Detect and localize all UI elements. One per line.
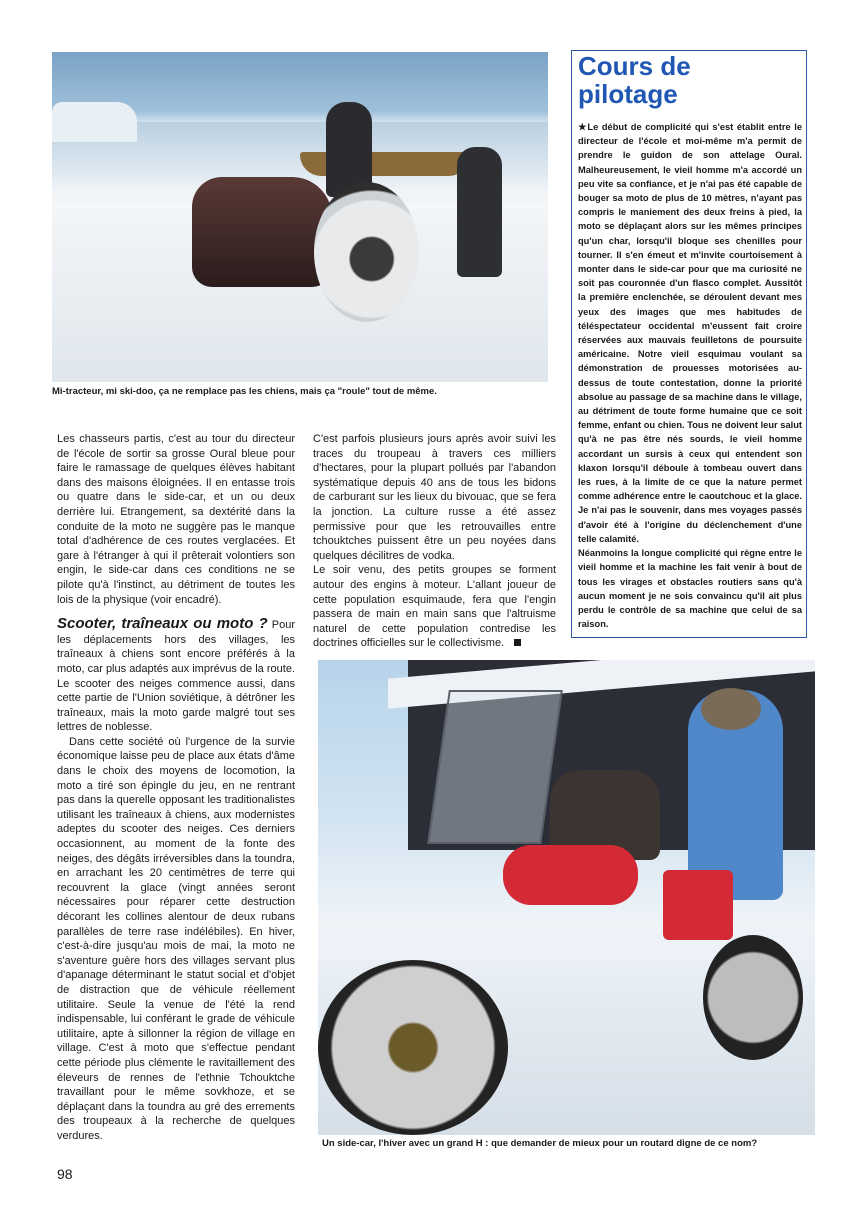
photo-tractor-wheel	[314, 182, 419, 322]
sidebar-paragraph-1	[578, 120, 802, 546]
mid-paragraph-1: C'est parfois plusieurs jours après avoir suivi les traces du troupeau à travers ces milliers d'hectares, pour la plupart pollués par l'abandon systématique depuis 40 ans de tous les bidons de carburant sur les lieux du bivouac, que se fera la jonction. La culture russe a été assez permissive pour que les retrouvailles entre tchouktches puissent être un peu noyées dans quelques décilitres de vodka.	[313, 433, 556, 562]
photo-front-wheel	[318, 960, 508, 1135]
sidebar-body	[578, 120, 802, 631]
left-paragraph-1: Les chasseurs partis, c'est au tour du directeur de l'école de sortir sa grosse Oural bleue pour faire le ramassage de quelques élèves habitant dans des maisons éloignées. Il en entasse trois ou quatre dans le side-car, et un ou deux derrière lui. Etrangement, sa dextérité dans la conduite de la moto ne suggère pas le manque total d'adhérence de ces routes verglacées. Et gare à l'étranger à qui il prêterait volontiers son engin, le side-car dans ces conditions ne se pilote qu'à l'instinct, au détriment de toutes les lois de la physique (voir encadré).	[57, 433, 295, 606]
photo-tractor-skidoo	[52, 52, 548, 382]
photo-sidecar-children	[318, 660, 815, 1135]
subheading: Scooter, traîneaux ou moto ?	[57, 615, 268, 633]
photo-red-side-panel	[663, 870, 733, 940]
sidebar-paragraph-1-text: Le début de complicité qui s'est établit entre le directeur de l'école et moi-même m'a permit de prendre le guidon de son attelage Oural. Malheureusement, le vieil homme m'a accordé un peu vite sa confiance, et je n'ai pas été capable de bouger sa moto de plus de 10 mètres, n'ayant pas compris le maniement des deux freins à pied, la moto se déplaçant alors sur les mêmes principes qu'un char, lorsqu'il bloque ses chenilles pour tourner. Il s'en émeut et m'invite courtoisement à monter dans le side-car pour que ma curiosité ne soit pas couronnée d'un flasco complet. Aussitôt la première enclenchée, se déroulent devant mes yeux des images que mes habitudes de téléspectateur occidental m'eussent fait croire réservées aux mauvais feuilletons de poursuite américaine. Notre vieil esquimau voulant sa démonstration de prouesses motorisées au-dessus de toute contestation, donne la priorité absolue au passage de sa machine dans le village, au détriment de toute forme humaine que ce soit femme, enfant ou chien. Tous ne doivent leur salut qu'à ne pas être nés sourds, le vieil homme accordant un sursis à ceux qui entendent son klaxon lorsqu'il déboule à tombeau ouvert dans les rues, à la limite de ce que la nature permet comme adhérence entre le caoutchouc et la glace. Je n'ai pas le souvenir, dans mes voyages passés d'avoir été à l'origine du déclenchement d'une telle calamité.	[578, 122, 802, 544]
page-number: 98	[57, 1166, 73, 1182]
mid-paragraph-2-text: Le soir venu, des petits groupes se forment autour des engins à moteur. L'allant joueur de cette population esquimaude, fera que l'engin passera de main en main sans que l'altruisme naturel de cette population contredise les doctrines officielles sur le collectivisme.	[313, 564, 556, 650]
photo-person-bending	[457, 147, 502, 277]
left-paragraph-2	[57, 617, 295, 735]
photo-rear-wheel	[703, 935, 803, 1060]
sidebar-paragraph-2: Néanmoins la longue complicité qui règne entre le vieil homme et la machine les fait venir à bout de tous les virages et obstacles routiers sans qu'à aucun moment je ne sois convaincu qu'il ait plus perdu le contrôle de sa machine que celui de sa raison.	[578, 548, 802, 630]
star-icon: ★	[578, 122, 588, 132]
mid-paragraph-2	[313, 563, 556, 651]
photo-windscreen	[427, 690, 563, 844]
photo-bottom-caption: Un side-car, l'hiver avec un grand H : que demander de mieux pour un routard digne de ce nom?	[322, 1138, 758, 1149]
column-left	[57, 432, 295, 1144]
photo-fur-hat	[701, 688, 761, 730]
sidebar-title-line2: pilotage	[578, 79, 678, 109]
column-middle	[313, 432, 556, 651]
end-square-icon	[514, 639, 521, 646]
sidebar-title	[578, 52, 798, 108]
photo-iceberg	[52, 102, 137, 142]
photo-red-fuel-tank	[503, 845, 638, 905]
photo-top-caption: Mi-tracteur, mi ski-doo, ça ne remplace pas les chiens, mais ça "roule" tout de même.	[52, 386, 437, 397]
left-paragraph-2-text: Pour les déplacements hors des villages, les traîneaux à chiens sont encore préférés à la moto, car plus adaptés aux imprévus de la route. Le scooter des neiges commence aussi, dans cette partie de l'Union soviétique, à détrôner les traîneaux, mais la moto garde malgré tout ses lettres de noblesse.	[57, 619, 295, 734]
left-paragraph-3: Dans cette société où l'urgence de la survie économique laisse peu de place aux états d'âme dans le choix des moyens de locomotion, la moto a tiré son épingle du jeu, en ne rentrant pas dans la querelle opposant les traditionalistes utilisant les traîneaux à chiens, aux modernistes adeptes du scooter des neiges. Ces derniers occasionnent, au moment de la fonte des neiges, des dégâts irréversibles dans la toundra, en arrachant les 20 centimètres de terre qui recouvrent la glace (vingt années seront nécessaires pour réparer cette destruction décorant les collines alentour de deux rubans parallèles de terre rase indélébiles). En hiver, c'est-à-dire jusqu'au mois de mai, la moto ne s'aventure guère hors des villages servant plus d'apanage déterminant le statut social et d'objet de distraction que de véhicule réellement utilitaire. Seule la venue de l'été la rend indispensable, lui conférant le grade de véhicule utilitaire, apte à sillonner la région de village en village. C'est à moto que s'effectue pendant cette période plus clémente le ravitaillement des éleveurs de rennes de l'ethnie Tchouktche travaillant pour le même sovkhoze, et se déplaçant dans la toundra au gré des errements des troupeaux à la recherche de quelques verdures.	[57, 735, 295, 1142]
photo-tractor-body	[192, 177, 332, 287]
sidebar-title-line1: Cours de	[578, 51, 691, 81]
